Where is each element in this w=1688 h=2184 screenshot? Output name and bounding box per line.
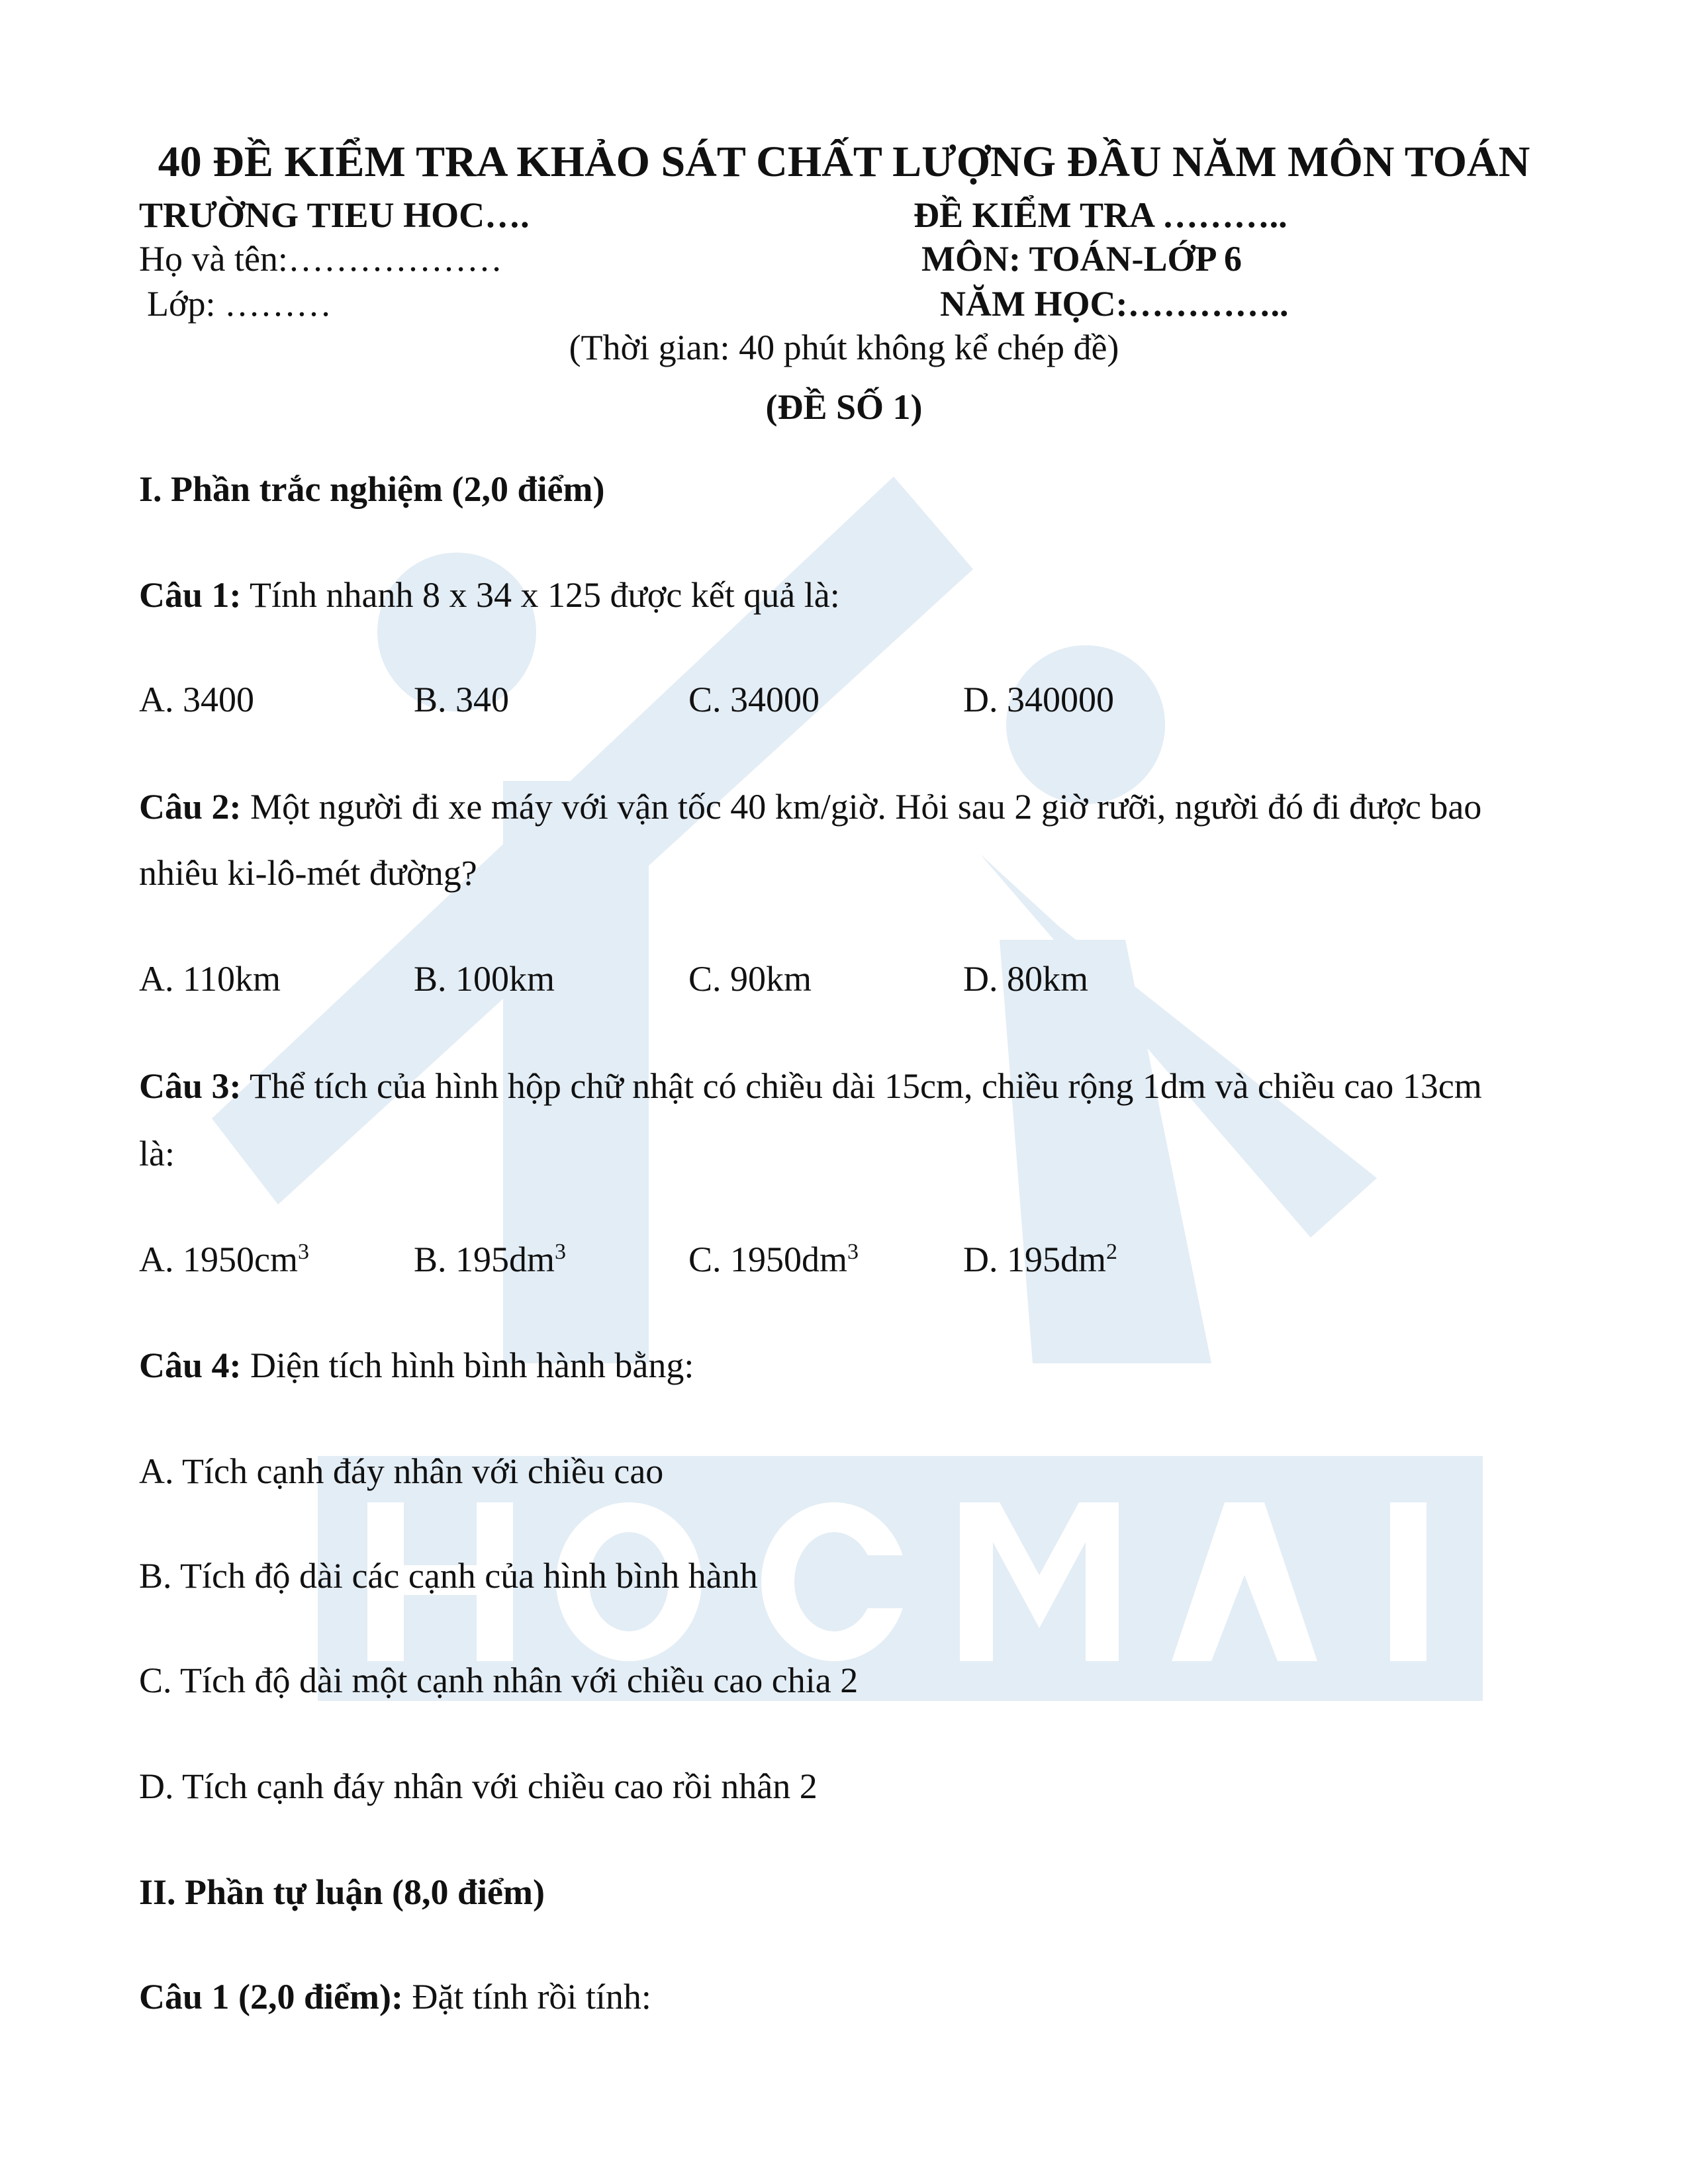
q3-option-a-exponent: 3 (297, 1240, 309, 1264)
subject-label: MÔN: TOÁN-LỚP 6 (921, 239, 1243, 279)
part1-heading: I. Phần trắc nghiệm (2,0 điểm) (139, 469, 605, 509)
q2-option-c: C. 90km (688, 959, 812, 999)
question-3 (139, 1068, 1482, 1104)
q4-option-a: A. Tích cạnh đáy nhân với chiều cao (139, 1451, 664, 1491)
question-1-text: Tính nhanh 8 x 34 x 125 được kết quả là: (241, 575, 840, 615)
q3-option-a (139, 1242, 309, 1277)
exam-number: (ĐỀ SỐ 1) (765, 387, 923, 427)
exam-name: ĐỀ KIỂM TRA ……….. (914, 195, 1288, 235)
question-4 (139, 1347, 694, 1383)
q1-option-b: B. 340 (414, 680, 510, 719)
document-title: 40 ĐỀ KIỂM TRA KHẢO SÁT CHẤT LƯỢNG ĐẦU NĂM MÔN TOÁN (158, 138, 1530, 186)
question-1 (139, 577, 840, 613)
part2-heading: II. Phần tự luận (8,0 điểm) (139, 1872, 545, 1912)
essay-question-1 (139, 1979, 651, 2015)
q3-option-c-text: C. 1950dm (688, 1240, 848, 1279)
question-3-text-line2: là: (139, 1134, 175, 1173)
school-name: TRƯỜNG TIEU HOC…. (139, 195, 530, 235)
question-2-text-line2: nhiêu ki-lô-mét đường? (139, 853, 477, 893)
time-note: (Thời gian: 40 phút không kể chép đề) (569, 328, 1119, 367)
question-3-text-line1: Thể tích của hình hộp chữ nhật có chiều dài 15cm, chiều rộng 1dm và chiều cao 13cm (241, 1066, 1482, 1106)
q3-option-b-text: B. 195dm (414, 1240, 555, 1279)
class-field: Lớp: ……… (147, 284, 332, 324)
q1-option-d: D. 340000 (963, 680, 1114, 719)
q3-option-d-exponent: 2 (1106, 1240, 1117, 1264)
q3-option-b-exponent: 3 (555, 1240, 567, 1264)
essay-question-1-text: Đặt tính rồi tính: (402, 1977, 651, 2017)
q2-option-d: D. 80km (963, 959, 1088, 999)
q4-option-b: B. Tích độ dài các cạnh của hình bình hành (139, 1556, 758, 1596)
question-3-label: Câu 3: (139, 1066, 242, 1106)
q1-option-a: A. 3400 (139, 680, 254, 719)
school-year-field: NĂM HỌC:………….. (940, 284, 1289, 324)
question-2-label: Câu 2: (139, 787, 242, 827)
q3-option-b (414, 1242, 566, 1277)
q4-option-c: C. Tích độ dài một cạnh nhân với chiều cao chia 2 (139, 1661, 859, 1700)
q3-option-a-text: A. 1950cm (139, 1240, 298, 1279)
q3-option-d-text: D. 195dm (963, 1240, 1106, 1279)
q2-option-b: B. 100km (414, 959, 555, 999)
q3-option-c-exponent: 3 (847, 1240, 859, 1264)
essay-question-1-label: Câu 1 (2,0 điểm): (139, 1977, 403, 2017)
q2-option-a: A. 110km (139, 959, 281, 999)
question-1-label: Câu 1: (139, 575, 242, 615)
q3-option-d (963, 1242, 1117, 1277)
question-4-text: Diện tích hình bình hành bằng: (241, 1345, 694, 1385)
q3-option-c (688, 1242, 859, 1277)
q4-option-d: D. Tích cạnh đáy nhân với chiều cao rồi nhân 2 (139, 1766, 818, 1806)
question-4-label: Câu 4: (139, 1345, 242, 1385)
question-2 (139, 789, 1481, 825)
q1-option-c: C. 34000 (688, 680, 820, 719)
question-2-text-line1: Một người đi xe máy với vận tốc 40 km/giờ. Hỏi sau 2 giờ rưỡi, người đó đi được bao (241, 787, 1482, 827)
student-name-field: Họ và tên:……………… (139, 239, 502, 279)
